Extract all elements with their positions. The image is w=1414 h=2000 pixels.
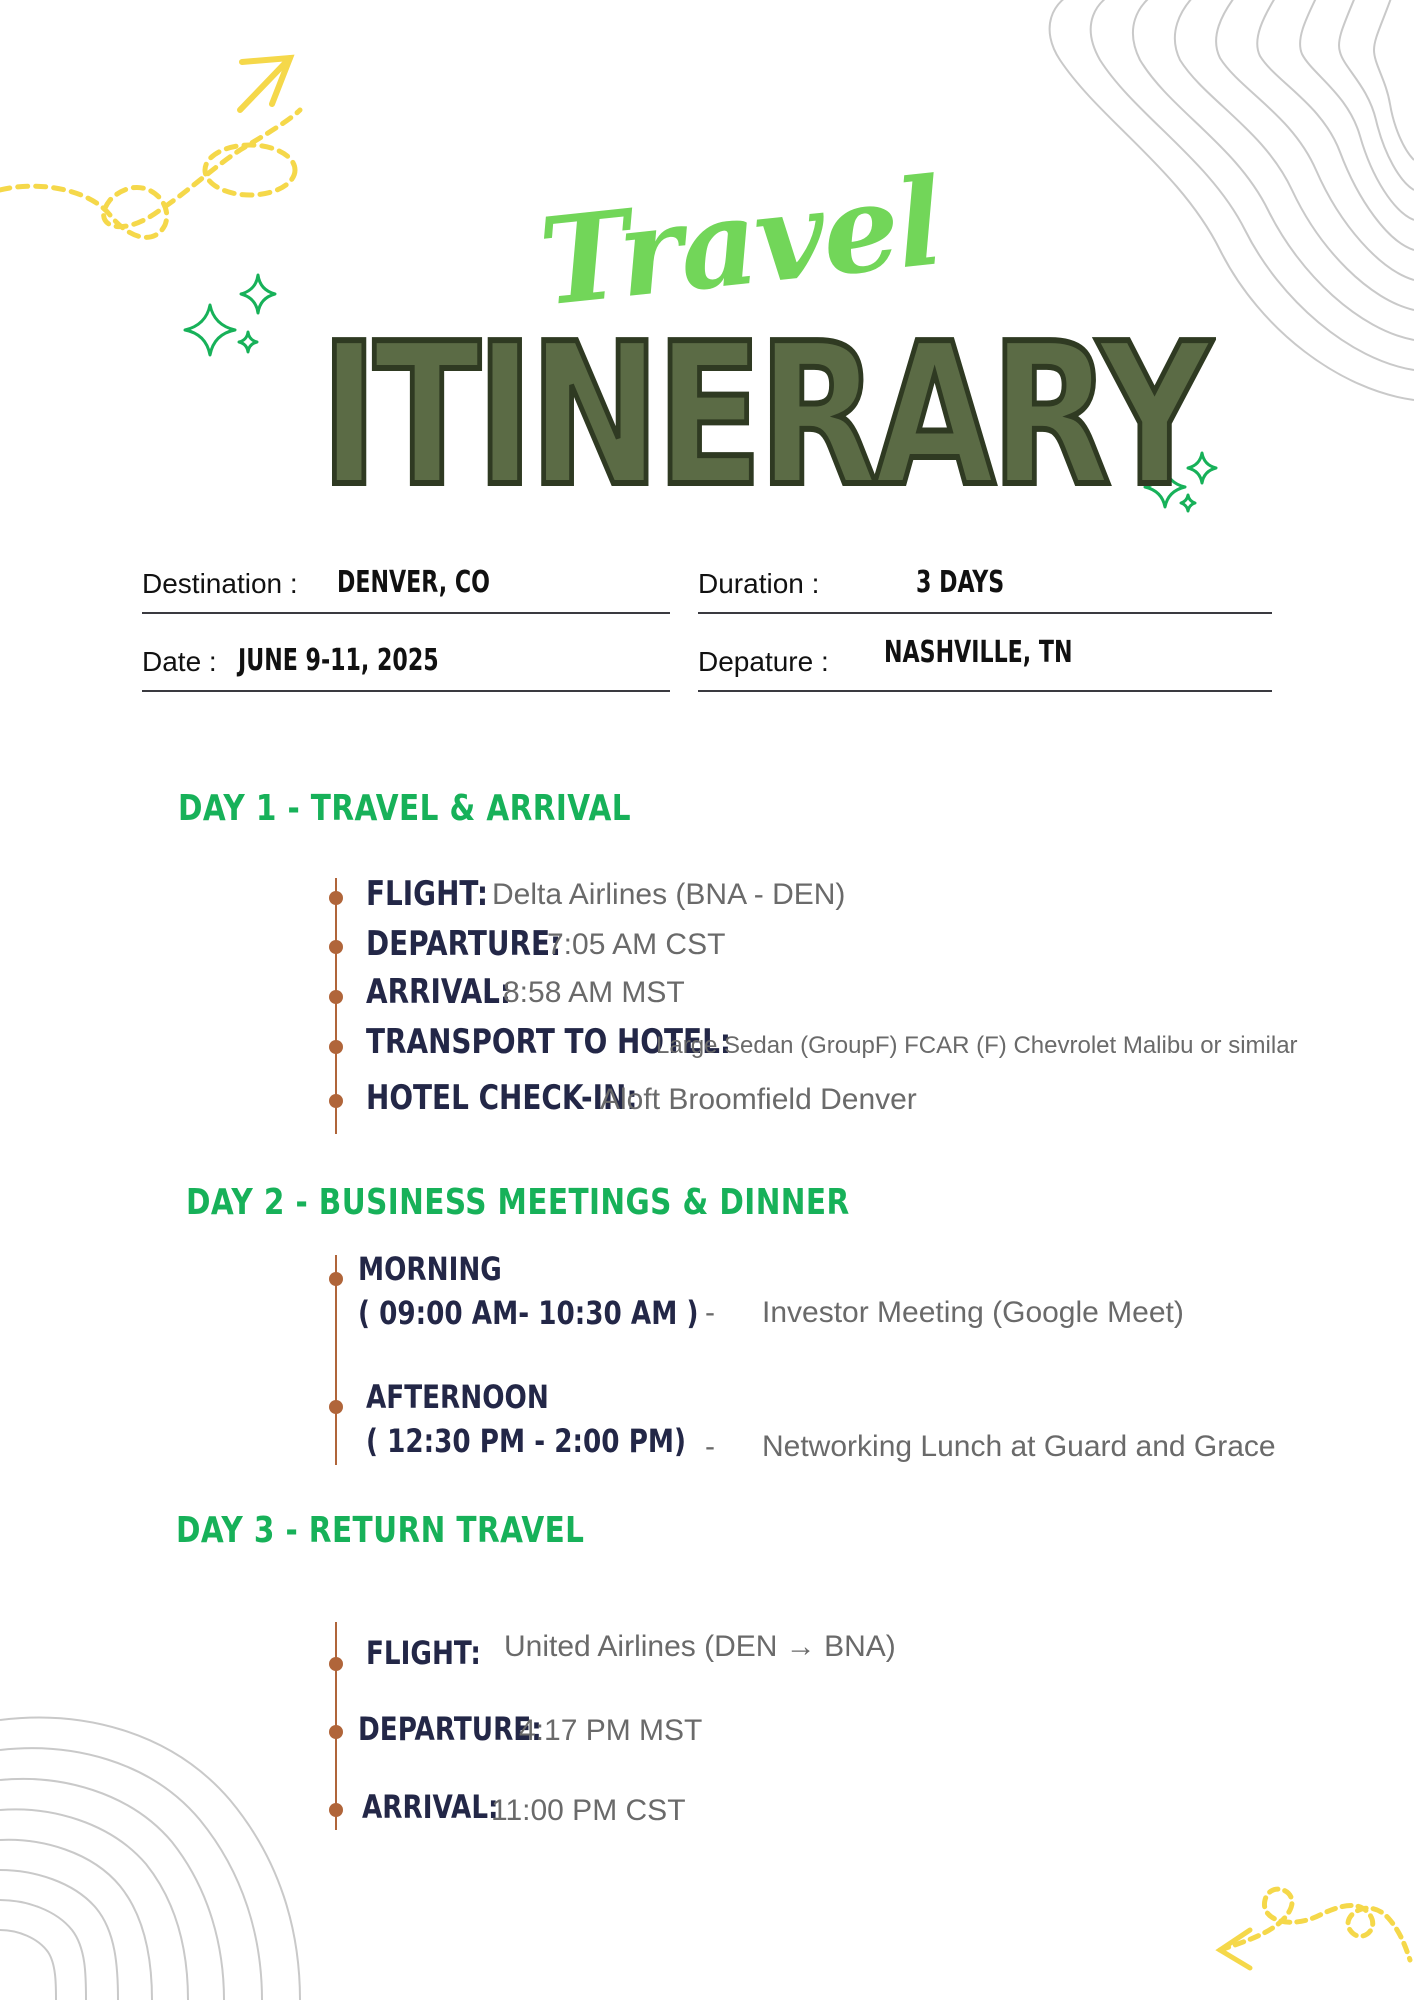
day2-afternoon-time: ( 12:30 PM - 2:00 PM) [366, 1422, 687, 1460]
date-field [142, 630, 670, 692]
day3-flight-key: FLIGHT: [366, 1634, 481, 1672]
day2-afternoon-period: AFTERNOON [366, 1378, 549, 1416]
day3-heading: DAY 3 - RETURN TRAVEL [176, 1510, 585, 1551]
timeline-dot [329, 1040, 343, 1054]
timeline-dot [329, 1400, 343, 1414]
page-title: ITINERARY [320, 302, 1207, 530]
day1-flight-value: Delta Airlines (BNA - DEN) [492, 878, 846, 911]
day2-morning-period: MORNING [358, 1250, 502, 1288]
day3-arrival-value: 11:00 PM CST [491, 1794, 686, 1827]
timeline-dot [329, 891, 343, 905]
day2-morning-dash: - [705, 1296, 715, 1329]
destination-value: DENVER, CO [337, 565, 490, 600]
duration-field [698, 552, 1272, 614]
day1-hotel-key: HOTEL CHECK-IN: [366, 1078, 638, 1118]
day2-afternoon-activity: Networking Lunch at Guard and Grace [762, 1430, 1276, 1463]
departure-value: NASHVILLE, TN [884, 635, 1073, 670]
title-script: Travel [533, 151, 948, 334]
date-value: JUNE 9-11, 2025 [238, 643, 439, 678]
day2-afternoon-dash: - [705, 1430, 715, 1463]
departure-label: Depature : [698, 646, 829, 677]
day2-timeline [335, 1255, 337, 1465]
day3-arrival-key: ARRIVAL: [362, 1788, 499, 1826]
duration-label: Duration : [698, 568, 820, 599]
day1-hotel-value: Aloft Broomfield Denver [600, 1083, 917, 1116]
day2-morning-activity: Investor Meeting (Google Meet) [762, 1296, 1184, 1329]
day1-arrival-value: 8:58 AM MST [503, 976, 685, 1009]
day1-departure-key: DEPARTURE: [366, 924, 562, 964]
day1-departure-value: 7:05 AM CST [547, 928, 726, 961]
day3-departure-key: DEPARTURE: [358, 1710, 542, 1748]
dashed-arrow-top-left [0, 40, 320, 270]
day2-heading: DAY 2 - BUSINESS MEETINGS & DINNER [186, 1182, 850, 1223]
day1-flight-key: FLIGHT: [366, 874, 489, 914]
timeline-dot [329, 1272, 343, 1286]
day1-transport-value: Large Sedan (GroupF) FCAR (F) Chevrolet Malibu or similar [656, 1032, 1298, 1059]
day1-heading: DAY 1 - TRAVEL & ARRIVAL [178, 788, 631, 829]
day2-morning-time: ( 09:00 AM- 10:30 AM ) [358, 1294, 699, 1332]
date-label: Date : [142, 646, 217, 677]
day3-departure-value: 4:17 PM MST [519, 1714, 703, 1747]
day1-arrival-key: ARRIVAL: [366, 972, 512, 1012]
timeline-dot [329, 990, 343, 1004]
destination-label: Destination : [142, 568, 298, 599]
timeline-dot [329, 1803, 343, 1817]
duration-value: 3 DAYS [916, 565, 1005, 600]
day1-transport-key: TRANSPORT TO HOTEL: [366, 1022, 731, 1062]
destination-field [142, 552, 670, 614]
timeline-dot [329, 1725, 343, 1739]
dashed-arrow-bottom-right [1210, 1860, 1414, 2000]
contour-lines-bottom-left [0, 1700, 360, 2000]
day3-flight-value: United Airlines (DEN → BNA) [504, 1630, 896, 1663]
timeline-dot [329, 1657, 343, 1671]
timeline-dot [329, 940, 343, 954]
sparkle-icon [180, 270, 290, 380]
departure-field [698, 630, 1272, 692]
timeline-dot [329, 1094, 343, 1108]
